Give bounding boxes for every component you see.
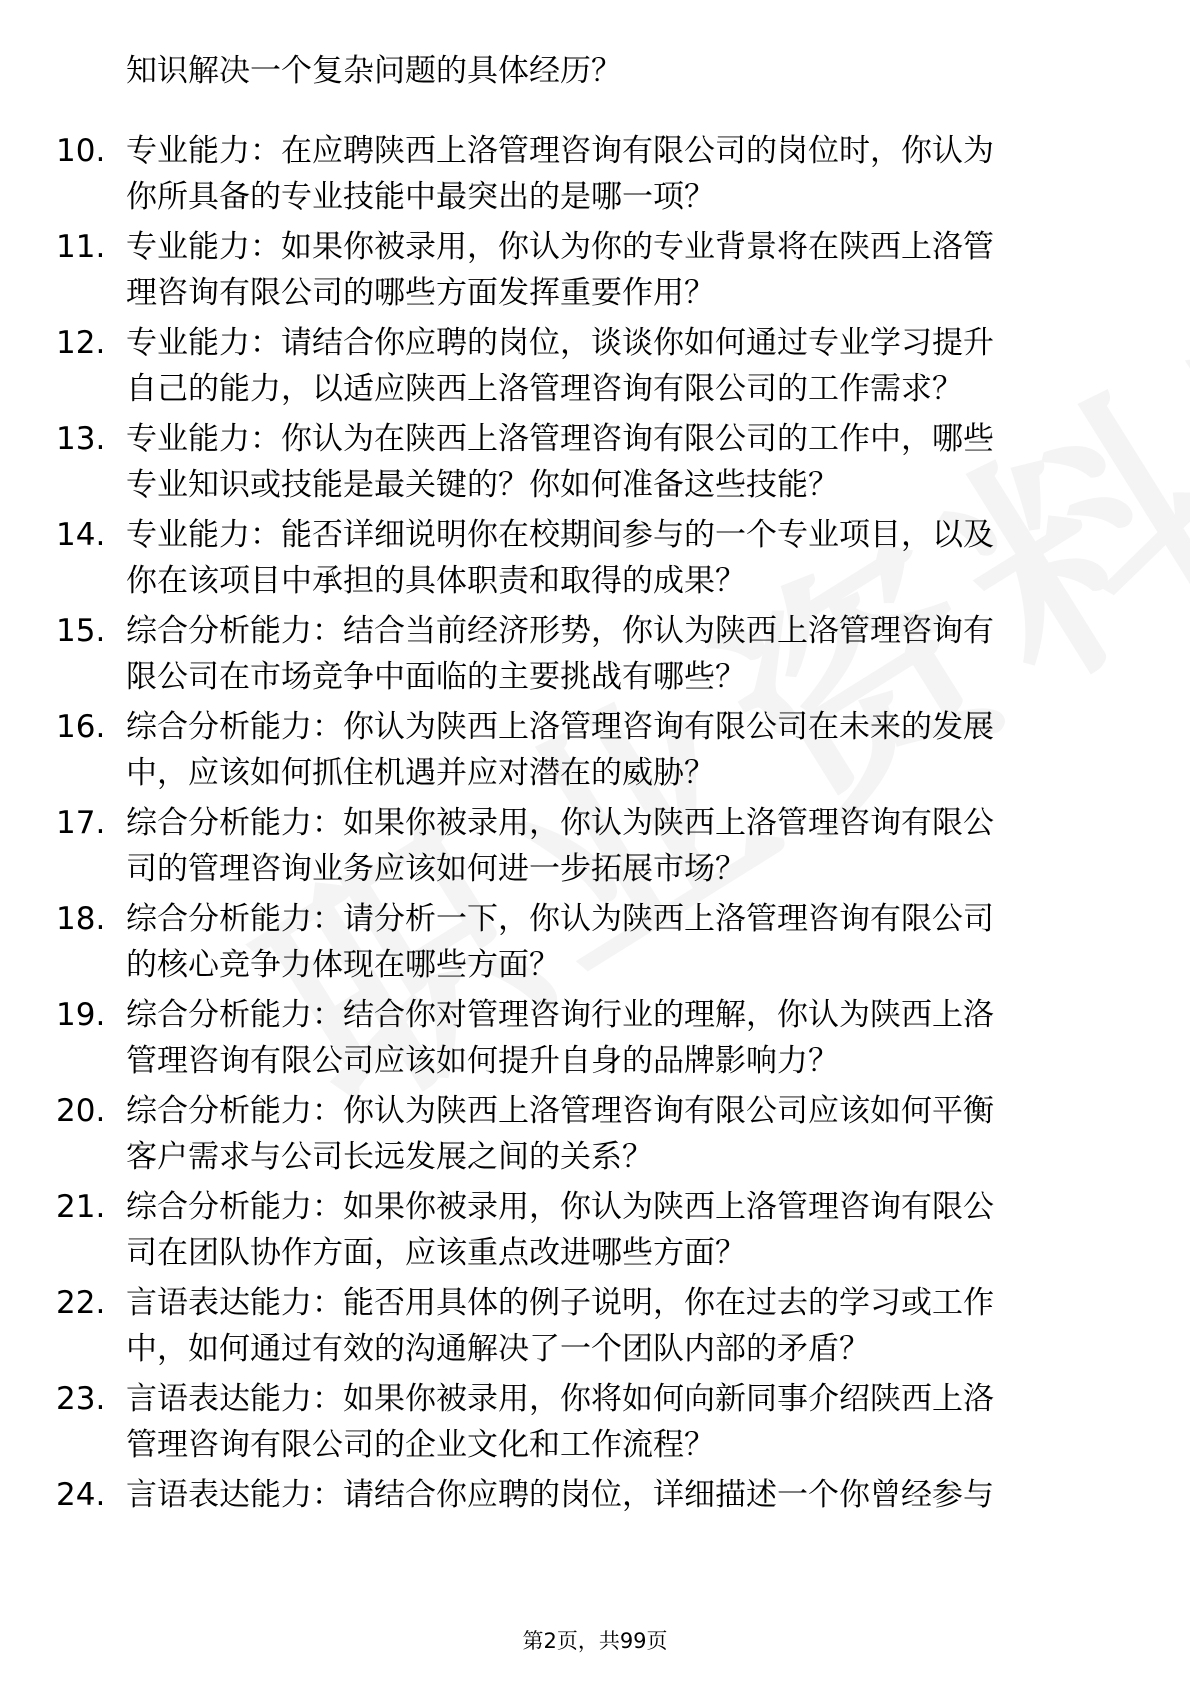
question-text: 言语表达能力：如果你被录用，你将如何向新同事介绍陕西上洛 管理咨询有限公司的企业文化和工作流程？ bbox=[126, 1381, 994, 1463]
question-number: 15. bbox=[56, 613, 106, 649]
question-number: 10. bbox=[56, 133, 106, 169]
question-number: 21. bbox=[56, 1189, 106, 1225]
question-number: 22. bbox=[56, 1285, 106, 1321]
question-text: 专业能力：你认为在陕西上洛管理咨询有限公司的工作中，哪些 专业知识或技能是最关键的？你如何准备这些技能？ bbox=[126, 421, 994, 503]
question-text: 言语表达能力：请结合你应聘的岗位，详细描述一个你曾经参与 bbox=[126, 1477, 994, 1513]
page-footer: 第2页，共99页 bbox=[522, 1629, 668, 1653]
question-text: 专业能力：在应聘陕西上洛管理咨询有限公司的岗位时，你认为 你所具备的专业技能中最突出的是哪一项？ bbox=[126, 133, 994, 215]
question-text: 综合分析能力：请分析一下，你认为陕西上洛管理咨询有限公司 的核心竞争力体现在哪些方面？ bbox=[126, 901, 994, 983]
question-continuation: 知识解决一个复杂问题的具体经历？ bbox=[126, 53, 622, 89]
question-text: 言语表达能力：能否用具体的例子说明，你在过去的学习或工作 中，如何通过有效的沟通解决了一个团队内部的矛盾？ bbox=[126, 1285, 994, 1367]
question-text: 综合分析能力：如果你被录用，你认为陕西上洛管理咨询有限公 司的管理咨询业务应该如何进一步拓展市场？ bbox=[126, 805, 994, 887]
question-number: 23. bbox=[56, 1381, 106, 1417]
question-number: 11. bbox=[56, 229, 106, 265]
question-number: 12. bbox=[56, 325, 106, 361]
question-number: 17. bbox=[56, 805, 106, 841]
question-text: 综合分析能力：你认为陕西上洛管理咨询有限公司应该如何平衡 客户需求与公司长远发展之间的关系？ bbox=[126, 1093, 994, 1175]
question-text: 综合分析能力：结合当前经济形势，你认为陕西上洛管理咨询有 限公司在市场竞争中面临的主要挑战有哪些？ bbox=[126, 613, 994, 695]
question-number: 19. bbox=[56, 997, 106, 1033]
question-number: 13. bbox=[56, 421, 106, 457]
question-text: 综合分析能力：结合你对管理咨询行业的理解，你认为陕西上洛 管理咨询有限公司应该如何提升自身的品牌影响力？ bbox=[126, 997, 994, 1079]
question-text: 专业能力：如果你被录用，你认为你的专业背景将在陕西上洛管 理咨询有限公司的哪些方面发挥重要作用？ bbox=[126, 229, 994, 311]
question-number: 20. bbox=[56, 1093, 106, 1129]
question-number: 18. bbox=[56, 901, 106, 937]
question-text: 综合分析能力：如果你被录用，你认为陕西上洛管理咨询有限公 司在团队协作方面，应该重点改进哪些方面？ bbox=[126, 1189, 994, 1271]
question-number: 14. bbox=[56, 517, 106, 553]
question-text: 综合分析能力：你认为陕西上洛管理咨询有限公司在未来的发展 中，应该如何抓住机遇并应对潜在的威胁？ bbox=[126, 709, 994, 791]
question-number: 24. bbox=[56, 1477, 106, 1513]
question-text: 专业能力：能否详细说明你在校期间参与的一个专业项目，以及 你在该项目中承担的具体职责和取得的成果？ bbox=[126, 517, 994, 599]
question-text: 专业能力：请结合你应聘的岗位，谈谈你如何通过专业学习提升 自己的能力，以适应陕西上洛管理咨询有限公司的工作需求？ bbox=[126, 325, 994, 407]
question-number: 16. bbox=[56, 709, 106, 745]
